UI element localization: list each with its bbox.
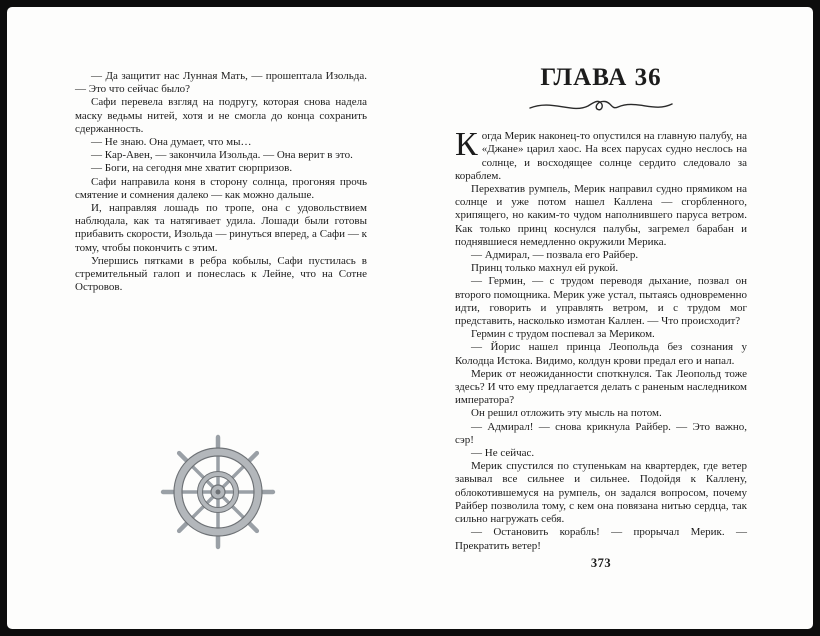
drop-cap: К bbox=[455, 126, 478, 164]
left-page bbox=[75, 70, 367, 294]
paragraph: — Кар-Авен, — закончила Изольда. — Она верит в это. bbox=[91, 149, 353, 162]
page-number: 373 bbox=[590, 556, 612, 570]
paragraph: Сафи направила коня в сторону солнца, прогоняя прочь смятение и сомнения далеко — как можно дальше. bbox=[75, 175, 367, 201]
paragraph: Перехватив румпель, Мерик направил судно прямиком на солнце и уже потом нашел Каллена — сгорбленного, хрипящего, но каким-то чудом наполнившего паруса ветром. Как только принц коснулся палубы, загремел барабан и поднявшиеся немедленно окружили Мерика. bbox=[455, 183, 747, 248]
rope-knot-ornament bbox=[455, 94, 747, 122]
paragraph-text: огда Мерик наконец-то опустился на главную палубу, на «Джане» царил хаос. На всех парусах судно неслось на солнце, и восходящее солнце сердито следовало за кораблем. bbox=[455, 130, 747, 182]
paragraph bbox=[455, 126, 747, 183]
paragraph: Сафи перевела взгляд на подругу, которая снова надела маску ведьмы нитей, хотя и не смогла до конца сохранить сдержанность. bbox=[75, 96, 367, 135]
right-page bbox=[455, 64, 747, 553]
rope-knot-icon bbox=[526, 94, 676, 118]
paragraph: Гермин с трудом поспевал за Мериком. bbox=[471, 328, 655, 341]
paragraph: Упершись пятками в ребра кобылы, Сафи пустилась в стремительный галоп и понеслась к Лейне, что на Сотне Островов. bbox=[75, 254, 367, 294]
paragraph: — Йорис нашел принца Леопольда без сознания у Колодца Истока. Видимо, колдун крови предал его и напал. bbox=[455, 341, 747, 367]
paragraph: — Не сейчас. bbox=[471, 447, 535, 460]
paragraph: — Остановить корабль! — прорычал Мерик. — Прекратить ветер! bbox=[455, 526, 747, 552]
paragraph: Он решил отложить эту мысль на потом. bbox=[471, 407, 662, 420]
paragraph: — Не знаю. Она думает, что мы… bbox=[91, 136, 252, 149]
ship-wheel-illustration bbox=[158, 432, 278, 552]
ship-wheel-icon bbox=[158, 432, 278, 552]
paragraph: — Боги, на сегодня мне хватит сюрпризов. bbox=[91, 162, 293, 175]
paragraph: — Гермин, — с трудом переводя дыхание, позвал он второго помощника. Мерик уже устал, пытаясь одновременно идти, говорить и управлять ветром, и с трудом мог представить, насколько измотан Каллен. — Что происходит? bbox=[455, 275, 747, 328]
paragraph: — Да защитит нас Лунная Мать, — прошептала Изольда. — Это что сейчас было? bbox=[75, 70, 367, 96]
paragraph: — Адмирал! — снова крикнула Райбер. — Это важно, сэр! bbox=[455, 420, 747, 446]
paragraph: Мерик спустился по ступенькам на квартердек, где ветер завывал все сильнее и сильнее. Подойдя к Каллену, облокотившемуся на румпель, он задался вопросом, почему Райбер позволила тому, с кем она повязана нитью сердца, так сильно нагружать себя. bbox=[455, 460, 747, 526]
paragraph: — Адмирал, — позвала его Райбер. bbox=[471, 249, 639, 262]
paragraph: Принц только махнул ей рукой. bbox=[471, 262, 619, 275]
paragraph: Мерик от неожиданности споткнулся. Так Леопольд тоже здесь? И что ему предлагается делать с раненым наследником императора? bbox=[455, 367, 747, 407]
chapter-title: ГЛАВА 36 bbox=[540, 64, 662, 91]
paragraph: И, направляя лошадь по тропе, она с удовольствием наблюдала, как та натягивает удила. Лошади были готовы прибавить скорости, Изольда — ринуться вперед, а Сафи — к тому, чтобы покончить с этим. bbox=[75, 202, 367, 254]
